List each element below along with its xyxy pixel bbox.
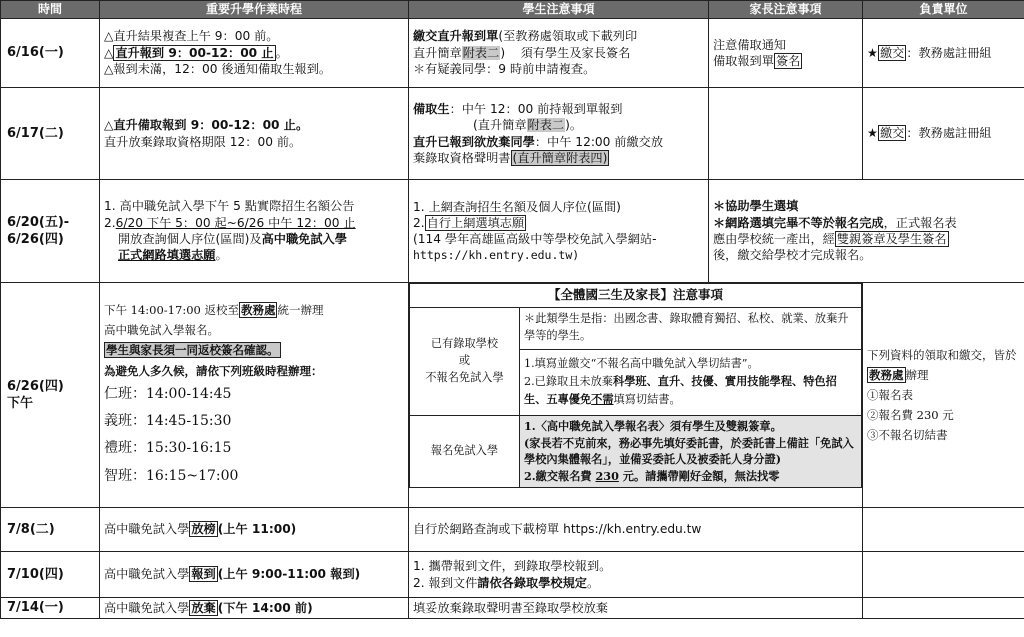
- student-cell: 填妥放棄錄取聲明書至錄取學校放棄: [409, 598, 863, 619]
- date-cell: 7/10(四): [1, 552, 100, 598]
- schedule-cell: 下午 14:00-17:00 返校至 教務處 統一辦理 高中職免試入學報名。 學生與家長須一同返校簽名確認。 為避免人多久候，請依下列班級時程辦理： 仁班：14:00-14:45 義班：14:45-15:30 禮班：15:30-16:15 智班：16:15~17:00: [100, 283, 409, 508]
- class-time: 禮班：15:30-16:15: [104, 440, 232, 457]
- schedule-cell: 1. 高中職免試入學下午 5 點實際招生名額公告 2.6/20 下午 5：00 起~6/26 中午 12：00 止 開放查詢個人序位(區間)及高中職免試入學 正式網路填選志願。: [100, 180, 409, 283]
- class-time: 仁班：14:00-14:45: [104, 385, 232, 402]
- highlight-box: 直升報到 9：00-12：00 止: [115, 45, 274, 60]
- unit-cell: ★ 繳交 ：教務處註冊組: [863, 19, 1024, 88]
- parent-cell: ＊協助學生選填 ＊網路選填完畢不等於報名完成，正式報名表 應由學校統一產出，經 雙親簽章及學生簽名 後，繳交給學校才完成報名。: [709, 180, 1024, 283]
- row-0620-0626: [1, 180, 1024, 283]
- notice-table: [409, 283, 862, 488]
- schedule-line: △直升結果複查上午 9：00 前。: [104, 29, 279, 44]
- schedule-line: △ 直升報到 9：00-12：00 止 。: [104, 45, 288, 60]
- unit-cell: ★ 繳交 ：教務處註冊組: [863, 88, 1024, 180]
- apply-notes: 1.〈高中職免試入學報名表〉須有學生及雙親簽章。 (家長若不克前來，務必事先填好委託書，於委託書上備註「免試入學校內集體報名」，並備妥委託人及被委託人身分證) 2.繳交報名費 230 元。請攜帶剛好金額，無法找零: [520, 415, 862, 487]
- header-parent: 家長注意事項: [709, 1, 863, 19]
- date-cell: 6/26(四) 下午: [1, 283, 100, 508]
- header-time: 時間: [1, 1, 100, 19]
- date-cell: 7/14(一): [1, 598, 100, 619]
- row-0616: [1, 19, 1024, 88]
- row-0617: [1, 88, 1024, 180]
- class-time-list: [104, 381, 404, 490]
- parent-cell: 注意備取通知 備取報到單 簽名: [709, 19, 863, 88]
- notice-title: 【全體國三生及家長】注意事項: [410, 284, 862, 308]
- row-0708: [1, 508, 1024, 552]
- header-student: 學生注意事項: [409, 1, 709, 19]
- schedule-cell: 高中職免試入學 放榜 (上午 11:00): [100, 508, 409, 552]
- schedule-cell: 高中職免試入學 放棄 (下午 14:00 前): [100, 598, 409, 619]
- category-enrolled: 已有錄取學校 或 不報名免試入學: [410, 307, 520, 415]
- student-cell: 1. 攜帶報到文件，到錄取學校報到。 2. 報到文件請依各錄取學校規定。: [409, 552, 863, 598]
- unit-cell: [863, 552, 1024, 598]
- header-unit: 負責單位: [863, 1, 1024, 19]
- schedule-line: △報到未滿，12：00 後通知備取生報到。: [104, 62, 332, 77]
- unit-cell: [863, 508, 1024, 552]
- header-schedule: 重要升學作業時程: [100, 1, 409, 19]
- class-time: 義班：14:45-15:30: [104, 412, 232, 429]
- notice-cell: [409, 283, 863, 508]
- schedule-cell: [100, 19, 409, 88]
- student-cell: 繳交直升報到單(至教務處領取或下載列印 直升簡章附表二) 須有學生及家長簽名 ＊有疑義同學：9 時前申請複查。: [409, 19, 709, 88]
- schedule-cell: 高中職免試入學 報到 (上午 9:00-11:00 報到): [100, 552, 409, 598]
- category-definition: ＊此類學生是指：出國念書、錄取體育獨招、私校、就業、放棄升學等的學生。: [520, 307, 862, 349]
- student-cell: 1. 上網查詢招生名額及個人序位(區間) 2. 自行上網選填志願 (114 學年高雄區高級中等學校免試入學網站- https://kh.entry.edu.tw): [409, 180, 709, 283]
- unit-cell: 下列資料的領取和繳交，皆於教務處 辦理 ①報名表 ②報名費 230 元 ③不報名切結書: [863, 283, 1024, 508]
- class-time: 智班：16:15~17:00: [104, 467, 239, 484]
- row-0710: [1, 552, 1024, 598]
- date-cell: 7/8(二): [1, 508, 100, 552]
- unit-cell: [863, 598, 1024, 619]
- category-apply: 報名免試入學: [410, 415, 520, 487]
- row-0714: [1, 598, 1024, 619]
- date-cell: 6/16(一): [1, 19, 100, 88]
- header-row: [1, 1, 1024, 19]
- enrolled-notes: 1.填寫並繳交“不報名高中職免試入學切結書”。 2.已錄取且未放棄科學班、直升、技優、實用技能學程、特色招生、五專優免不需填寫切結書。: [520, 349, 862, 415]
- date-cell: 6/17(二): [1, 88, 100, 180]
- parent-cell: [709, 88, 863, 180]
- row-0626-pm: [1, 283, 1024, 508]
- schedule-cell: △直升備取報到 9：00-12：00 止。 直升放棄錄取資格期限 12：00 前。: [100, 88, 409, 180]
- student-cell: 自行於網路查詢或下載榜單 https://kh.entry.edu.tw: [409, 508, 863, 552]
- date-cell: 6/20(五)- 6/26(四): [1, 180, 100, 283]
- student-cell: 備取生：中午 12：00 前持報到單報到 (直升簡章附表二)。 直升已報到欲放棄同學：中午 12:00 前繳交放 棄錄取資格聲明書 (直升簡章附表四): [409, 88, 709, 180]
